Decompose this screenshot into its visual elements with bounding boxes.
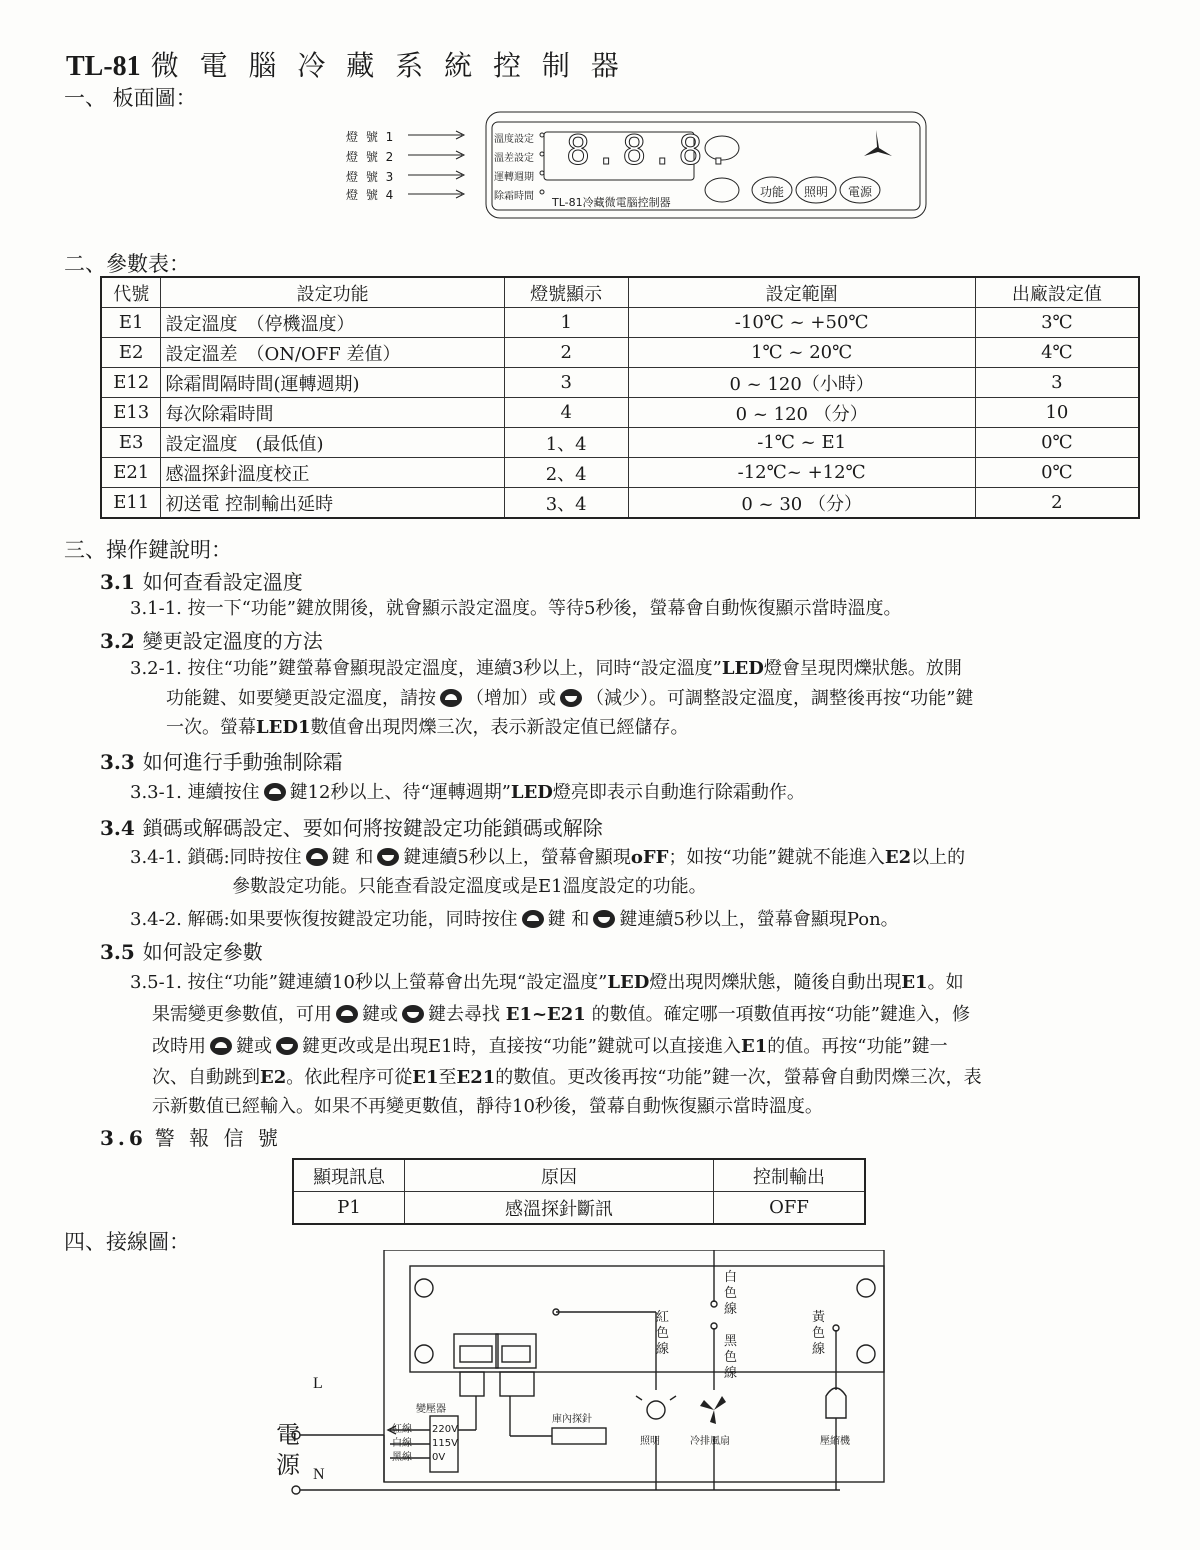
cell-function: 設定溫度 (最低值) (161, 428, 504, 458)
cell-message: P1 (293, 1192, 405, 1225)
text-run: 鍵或 (236, 1036, 272, 1057)
text-run: LED1 (256, 717, 311, 738)
cell-range: 0 ~ 120 （分） (628, 398, 975, 428)
cell-code: E3 (101, 428, 161, 458)
paragraph-3-1-1: 3.1-1. 按一下“功能”鍵放開後，就會顯示設定溫度。等待5秒後，螢幕會自動恢復顯示當時溫度。 (130, 598, 902, 619)
text-run: E1~E21 (505, 1004, 586, 1025)
text-run: 3.3-1. 連續按住 (130, 782, 260, 803)
table-header-row (101, 277, 1139, 308)
subsection-number: 3.1 (100, 570, 135, 594)
wire-white-label: 白線 (392, 1438, 412, 1449)
button-function[interactable]: 功能 (760, 185, 785, 199)
paragraph-3-4-1-line1 (130, 843, 965, 872)
text-run: 鍵去尋找 (428, 1004, 500, 1025)
char: 色 (724, 1350, 738, 1365)
compressor-label: 壓縮機 (820, 1436, 850, 1447)
text-run: 鍵12秒以上、待“運轉週期” (289, 782, 511, 803)
text-run: oFF (630, 847, 669, 868)
text-run: 數值會出現閃爍三次，表示新設定值已經儲存。 (310, 717, 689, 738)
up-key-icon (522, 910, 544, 928)
table-row (101, 308, 1139, 338)
led-run-cycle: 運轉週期 (494, 172, 534, 183)
cell-code: E21 (101, 458, 161, 488)
alarm-table (292, 1158, 866, 1225)
up-key-icon (306, 848, 328, 866)
cell-default: 4℃ (975, 338, 1139, 368)
subsection-number: 3.3 (100, 750, 135, 774)
text-run: 3.5-1. 按住“功能”鍵連續10秒以上螢幕會出先現“設定溫度” (130, 972, 608, 993)
text-run: 一次。螢幕 (166, 717, 256, 738)
subsection-3-5 (100, 936, 263, 965)
cell-output: OFF (713, 1192, 865, 1225)
table-row (101, 398, 1139, 428)
subsection-3-4 (100, 812, 603, 841)
up-key-icon (336, 1005, 358, 1023)
char: 色 (812, 1326, 826, 1341)
header-cause: 原因 (405, 1159, 714, 1192)
up-key-icon (264, 783, 286, 801)
table-row (101, 458, 1139, 488)
red-wire-label (656, 1310, 669, 1358)
cell-lamp: 4 (504, 398, 628, 428)
button-power[interactable]: 電源 (848, 185, 873, 199)
char: 色 (724, 1286, 738, 1301)
text-run: E1 (901, 972, 928, 993)
up-key-icon (210, 1037, 232, 1055)
text-run: 次、自動跳到 (152, 1067, 260, 1088)
table-row (101, 488, 1139, 519)
header-message: 顯現訊息 (293, 1159, 405, 1192)
cell-range: -12℃~ +12℃ (628, 458, 975, 488)
text-run: 的數值。確定哪一項數值再按“功能”鍵進入，修 (591, 1004, 970, 1025)
text-run: LED (510, 782, 553, 803)
cell-code: E11 (101, 488, 161, 519)
text-run: E1 (412, 1067, 439, 1088)
up-key-icon (440, 689, 462, 707)
subsection-title: 如何查看設定溫度 (142, 570, 303, 594)
header-output: 控制輸出 (713, 1159, 865, 1192)
table-row (293, 1192, 865, 1225)
cell-function: 設定溫差 （ON/OFF 差值） (161, 338, 504, 368)
cell-lamp: 2、4 (504, 458, 628, 488)
lamp-label-1: 燈 號 1 (346, 130, 396, 144)
text-run: 3.4-2. 解碼:如果要恢復按鍵設定功能，同時按住 (130, 909, 518, 930)
paragraph-3-5-1-line1 (130, 968, 964, 997)
subsection-number: 3.5 (100, 940, 135, 964)
text-run: 燈會呈現閃爍狀態。放開 (763, 658, 962, 679)
cell-lamp: 1、4 (504, 428, 628, 458)
cell-range: 0 ~ 120（小時） (628, 368, 975, 398)
table-row (101, 338, 1139, 368)
text-run: 3.4-1. 鎖碼:同時按住 (130, 847, 302, 868)
header-range: 設定範圍 (628, 277, 975, 308)
cell-range: 0 ~ 30 （分） (628, 488, 975, 519)
outer-frame (384, 1250, 884, 1482)
table-row (101, 428, 1139, 458)
text-run: E1 (741, 1036, 768, 1057)
paragraph-3-2-1-line2 (166, 684, 973, 713)
table-row (101, 368, 1139, 398)
char: 白 (724, 1270, 738, 1285)
header-lamp: 燈號顯示 (504, 277, 628, 308)
cell-lamp: 3、4 (504, 488, 628, 519)
subsection-title: 變更設定溫度的方法 (142, 629, 323, 653)
subsection-number: 3.4 (100, 816, 135, 840)
text-run: 的數值。更改後再按“功能”鍵一次，螢幕會自動閃爍三次，表 (495, 1067, 982, 1088)
text-run: 果需變更參數值，可用 (152, 1004, 332, 1025)
paragraph-3-4-2 (130, 905, 899, 934)
text-run: 鍵連續5秒以上，螢幕會顯現Pon。 (619, 909, 899, 930)
text-run: 至 (438, 1067, 457, 1088)
char: 線 (656, 1342, 670, 1357)
text-run: 的值。再按“功能”鍵一 (767, 1036, 948, 1057)
section-params-heading: 二、參數表： (64, 252, 190, 276)
yellow-wire-label (812, 1310, 825, 1358)
subsection-3-3 (100, 746, 343, 775)
cell-function: 每次除霜時間 (161, 398, 504, 428)
text-run: LED (721, 658, 764, 679)
paragraph-3-4-1-line2: 參數設定功能。只能查看設定溫度或是E1溫度設定的功能。 (232, 876, 707, 897)
down-key-icon (402, 1005, 424, 1023)
paragraph-3-2-1-line3 (166, 713, 689, 742)
power-char: 源 (276, 1451, 300, 1479)
header-default: 出廠設定值 (975, 277, 1139, 308)
char: 線 (724, 1302, 738, 1317)
text-run: 。如 (927, 972, 964, 993)
section-ops-heading: 三、操作鍵說明： (64, 538, 232, 562)
down-key-icon (377, 848, 399, 866)
text-run: （增加）或 (466, 688, 556, 709)
button-light[interactable]: 照明 (804, 185, 829, 199)
text-run: 功能鍵、如要變更設定溫度，請按 (166, 688, 436, 709)
char: 黑 (724, 1334, 738, 1349)
tap-0v: 0V (432, 1452, 446, 1463)
paragraph-3-3-1 (130, 778, 805, 807)
cell-lamp: 3 (504, 368, 628, 398)
subsection-number: 3.6 (100, 1126, 147, 1150)
text-run: 燈出現閃爍狀態，隨後自動出現 (649, 972, 902, 993)
cell-function: 除霜間隔時間(運轉週期) (161, 368, 504, 398)
fan-label: 冷排風扇 (690, 1436, 730, 1447)
white-wire-label (724, 1270, 737, 1318)
text-run: 3.2-1. 按住“功能”鍵螢幕會顯現設定溫度，連續3秒以上，同時“設定溫度” (130, 658, 722, 679)
model-number: TL-81 (66, 51, 141, 82)
subsection-3-6 (100, 1122, 282, 1151)
cell-lamp: 1 (504, 308, 628, 338)
text-run: E2 (260, 1067, 287, 1088)
text-run: 改時用 (152, 1036, 206, 1057)
led-diff-set: 溫差設定 (494, 153, 534, 164)
text-run: 燈亮即表示自動進行除霜動作。 (552, 782, 805, 803)
cell-function: 設定溫度 （停機溫度） (161, 308, 504, 338)
header-code: 代號 (101, 277, 161, 308)
cell-default: 10 (975, 398, 1139, 428)
text-run: 鍵 和 (547, 909, 590, 930)
light-label: 照明 (640, 1436, 660, 1447)
text-run: 以上的 (911, 847, 966, 868)
cell-function: 感溫探針溫度校正 (161, 458, 504, 488)
section-wiring-heading: 四、接線圖： (64, 1230, 190, 1254)
wiring-diagram (270, 1250, 910, 1520)
cell-code: E12 (101, 368, 161, 398)
cell-default: 0℃ (975, 458, 1139, 488)
text-run: 鍵更改或是出現E1時，直接按“功能”鍵就可以直接進入 (302, 1036, 741, 1057)
cell-default: 3℃ (975, 308, 1139, 338)
text-run: ；如按“功能”鍵就不能進入 (668, 847, 885, 868)
title-text: 微 電 腦 冷 藏 系 統 控 制 器 (150, 49, 625, 82)
cell-code: E1 (101, 308, 161, 338)
char: 線 (724, 1366, 738, 1381)
cell-range: -1℃ ~ E1 (628, 428, 975, 458)
down-key-icon (593, 910, 615, 928)
char: 線 (812, 1342, 826, 1357)
text-run: E21 (456, 1067, 496, 1088)
char: 色 (656, 1326, 670, 1341)
cell-default: 3 (975, 368, 1139, 398)
lamp-label-4: 燈 號 4 (346, 188, 396, 202)
probe-label: 庫內探針 (552, 1414, 592, 1425)
paragraph-3-2-1-line1 (130, 654, 962, 683)
subsection-title: 如何設定參數 (142, 940, 263, 964)
text-run: 鍵 和 (331, 847, 374, 868)
subsection-3-1 (100, 566, 303, 595)
cell-range: 1℃ ~ 20℃ (628, 338, 975, 368)
cell-lamp: 2 (504, 338, 628, 368)
transformer-label: 變壓器 (416, 1404, 446, 1415)
subsection-number: 3.2 (100, 629, 135, 653)
text-run: 鍵連續5秒以上，螢幕會顯現 (403, 847, 631, 868)
black-wire-label (724, 1334, 737, 1382)
led-display: 8.8.8. (566, 128, 735, 174)
cell-range: -10℃ ~ +50℃ (628, 308, 975, 338)
parameter-table (100, 276, 1140, 519)
paragraph-3-5-1-line5: 示新數值已經輸入。如果不再變更數值，靜待10秒後，螢幕自動恢復顯示當時溫度。 (152, 1096, 823, 1117)
power-label (276, 1420, 300, 1480)
panel-model-label: TL-81冷藏微電腦控制器 (552, 196, 671, 209)
cell-code: E2 (101, 338, 161, 368)
lamp-label-2: 燈 號 2 (346, 150, 396, 164)
text-run: LED (607, 972, 650, 993)
text-run: （減少）。可調整設定溫度，調整後再按“功能”鍵 (586, 688, 974, 709)
lamp-label-3: 燈 號 3 (346, 170, 396, 184)
cell-function: 初送電 控制輸出延時 (161, 488, 504, 519)
line-N-label: N (313, 1466, 325, 1483)
tap-220v: 220V (432, 1424, 458, 1435)
paragraph-3-5-1-line3 (152, 1032, 948, 1061)
cell-default: 2 (975, 488, 1139, 519)
wire-red-label: 紅線 (392, 1424, 412, 1435)
cell-cause: 感溫探針斷訊 (405, 1192, 714, 1225)
down-key-icon (560, 689, 582, 707)
subsection-3-2 (100, 625, 323, 654)
cell-default: 0℃ (975, 428, 1139, 458)
table-header-row (293, 1159, 865, 1192)
text-run: 。依此程序可從 (286, 1067, 413, 1088)
paragraph-3-5-1-line2 (152, 1000, 970, 1029)
subsection-title: 警 報 信 號 (154, 1126, 282, 1150)
line-L-label: L (313, 1375, 323, 1392)
paragraph-3-5-1-line4 (152, 1063, 982, 1092)
subsection-title: 鎖碼或解碼設定、要如何將按鍵設定功能鎖碼或解除 (142, 816, 603, 840)
text-run: E2 (884, 847, 912, 868)
led-defrost-time: 除霜時間 (494, 191, 534, 202)
power-char: 電 (276, 1421, 300, 1449)
text-run: 鍵或 (362, 1004, 398, 1025)
subsection-title: 如何進行手動強制除霜 (142, 750, 343, 774)
header-function: 設定功能 (161, 277, 504, 308)
document-title (66, 44, 625, 84)
led-temp-set: 溫度設定 (494, 134, 534, 145)
cell-code: E13 (101, 398, 161, 428)
char: 黃 (812, 1310, 826, 1325)
tap-115v: 115V (432, 1438, 458, 1449)
section-panel-heading: 一、 板面圖： (64, 86, 197, 110)
char: 紅 (656, 1310, 670, 1325)
down-key-icon (276, 1037, 298, 1055)
wire-black-label: 黑線 (392, 1452, 412, 1463)
